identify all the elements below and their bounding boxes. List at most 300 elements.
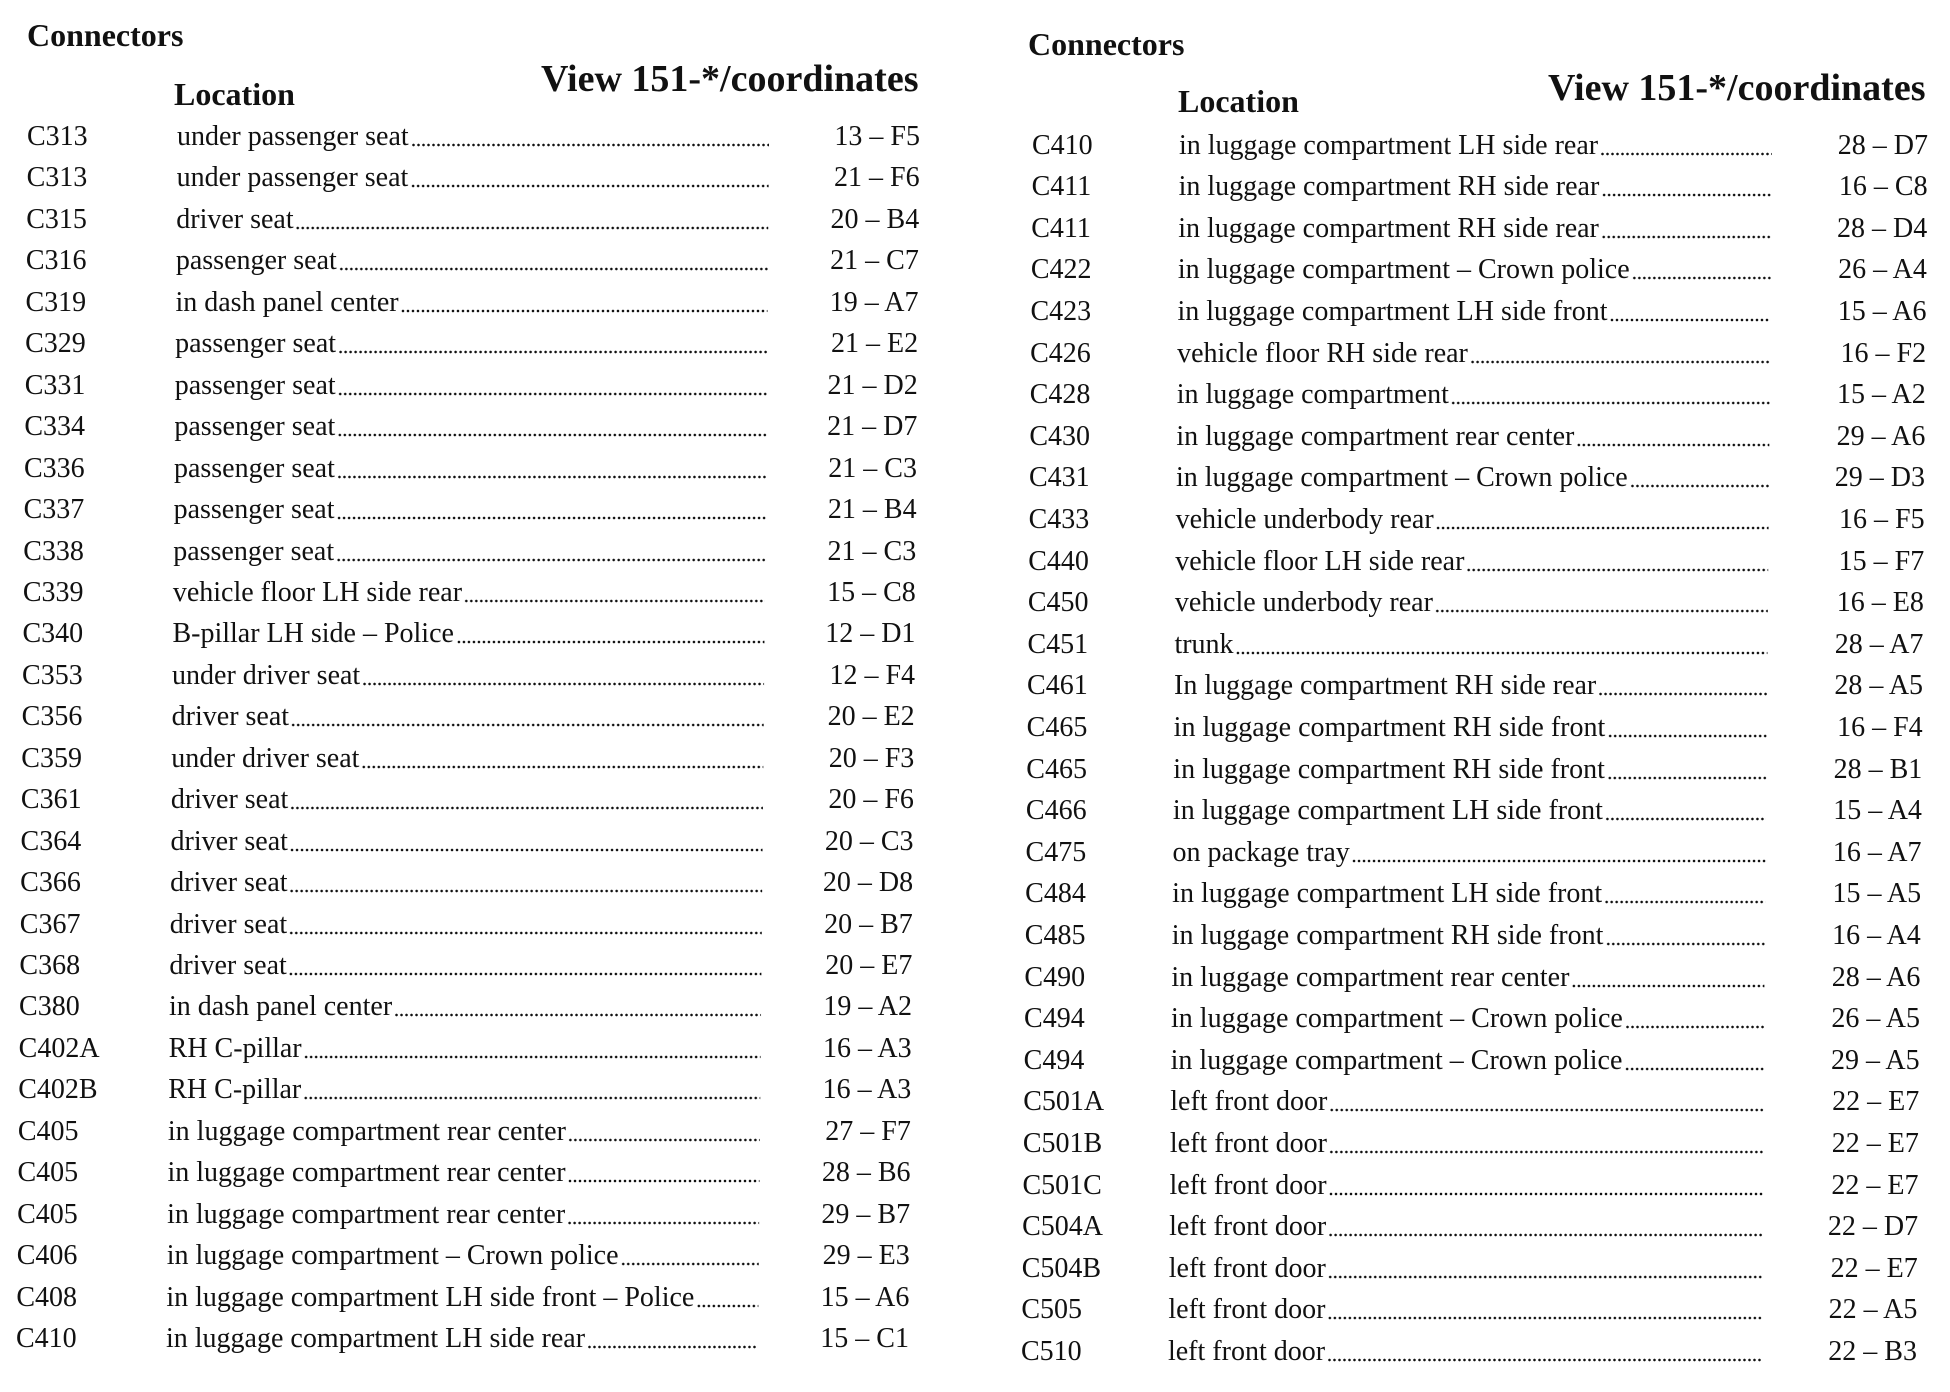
connector-row <box>967 998 1942 1040</box>
connector-location-cell <box>1173 749 1766 791</box>
connector-id: C465 <box>1026 711 1088 743</box>
connector-row <box>972 416 1947 458</box>
connector-location-cell <box>168 1069 760 1111</box>
connector-location-cell <box>1174 707 1767 749</box>
connector-location-cell <box>1172 873 1765 915</box>
view-coordinates: 20 – B7 <box>824 908 913 940</box>
connector-id: C366 <box>20 867 81 899</box>
connector-row <box>0 489 972 531</box>
connector-location-cell <box>1172 915 1765 957</box>
connector-id: C340 <box>22 618 84 650</box>
connector-location-cell <box>167 1194 759 1236</box>
connector-row <box>974 208 1949 250</box>
connector-row <box>968 873 1943 915</box>
view-coordinates: 15 – A6 <box>1837 295 1927 327</box>
connector-id: C428 <box>1029 379 1091 411</box>
dot-leader <box>1601 208 1771 250</box>
connector-id: C364 <box>20 825 82 857</box>
dot-leader <box>362 655 764 697</box>
connector-location: B-pillar LH side – Police <box>172 618 454 650</box>
connector-id: C368 <box>19 950 81 981</box>
connector-location-cell <box>166 1318 758 1360</box>
view-coordinates: 15 – C8 <box>827 576 916 608</box>
view-coordinates: 22 – E7 <box>1832 1086 1920 1118</box>
connector-id: C361 <box>20 784 82 816</box>
view-coordinates: 12 – F4 <box>829 659 916 691</box>
connector-row <box>974 249 1949 291</box>
connector-location-cell <box>175 365 767 407</box>
connector-location: passenger seat <box>173 452 335 484</box>
connector-id: C451 <box>1027 628 1089 660</box>
connector-row <box>964 1289 1939 1331</box>
view-coordinates: 20 – E2 <box>827 701 915 733</box>
connector-row <box>972 499 1947 541</box>
view-coordinates: 16 – A7 <box>1832 836 1922 868</box>
dot-leader <box>1327 1331 1761 1373</box>
connector-row <box>965 1206 1940 1248</box>
connector-location: in luggage compartment – Crown police <box>166 1240 619 1272</box>
connector-id: C504A <box>1022 1211 1104 1243</box>
dot-leader <box>568 1111 760 1153</box>
connector-location-cell <box>174 448 766 490</box>
connector-location: vehicle floor LH side rear <box>172 576 463 608</box>
connector-id: C431 <box>1028 462 1090 494</box>
view-coordinates: 29 – A5 <box>1830 1044 1920 1076</box>
connector-row <box>0 655 970 697</box>
dot-leader <box>1630 457 1769 499</box>
connector-id: C430 <box>1029 420 1091 452</box>
connector-location-cell <box>175 282 767 324</box>
view-coordinates: 16 – A3 <box>822 1074 912 1106</box>
dot-leader <box>1600 125 1772 167</box>
view-coordinates: 21 – E2 <box>830 328 919 360</box>
connector-location-cell <box>1169 1206 1762 1248</box>
connector-location-cell <box>171 779 763 821</box>
view-coordinates: 21 – D2 <box>827 369 918 401</box>
connector-location-cell <box>171 821 763 863</box>
connector-id: C313 <box>26 162 88 194</box>
connector-location: in luggage compartment LH side front <box>1172 878 1603 910</box>
connector-id: C505 <box>1021 1294 1083 1326</box>
connector-row <box>0 1277 964 1319</box>
connector-location-cell <box>1176 499 1769 541</box>
connector-id: C336 <box>23 452 85 484</box>
view-coordinates: 28 – B6 <box>821 1157 911 1189</box>
dot-leader <box>401 282 768 324</box>
view-coordinates: 21 – D7 <box>827 411 918 443</box>
connector-row <box>0 1069 966 1111</box>
connector-location: RH C-pillar <box>168 1074 302 1106</box>
connector-location: in luggage compartment RH side rear <box>1178 212 1599 244</box>
dot-leader <box>1605 790 1766 832</box>
dot-leader <box>587 1318 758 1360</box>
dot-leader <box>410 157 768 199</box>
connector-location-cell <box>175 323 767 365</box>
connector-row <box>0 157 975 199</box>
dot-leader <box>1236 624 1768 666</box>
connector-location-cell <box>169 1028 761 1070</box>
dot-leader <box>1632 249 1771 291</box>
view-coordinates: 16 – F5 <box>1839 503 1925 535</box>
connector-row <box>966 1081 1941 1123</box>
view-coordinates: 26 – A5 <box>1831 1003 1921 1035</box>
connector-location: in luggage compartment LH side rear <box>165 1323 586 1355</box>
dot-leader <box>1607 707 1766 749</box>
connector-location: on package tray <box>1172 836 1350 868</box>
connector-location: passenger seat <box>175 328 337 360</box>
connector-location: under passenger seat <box>176 162 409 194</box>
connector-location: in luggage compartment rear center <box>1176 420 1575 452</box>
dot-leader <box>1329 1123 1763 1165</box>
connector-row <box>0 240 974 282</box>
connector-row <box>967 1040 1942 1082</box>
connector-location-cell <box>1179 125 1772 167</box>
connector-location-cell <box>176 199 768 241</box>
connector-location-cell <box>166 1277 758 1319</box>
connector-location: in luggage compartment – Crown police <box>1175 462 1628 494</box>
connector-row <box>0 945 967 987</box>
connector-location: left front door <box>1169 1127 1327 1159</box>
connector-location-cell <box>1177 374 1770 416</box>
connector-location: in luggage compartment <box>1176 379 1449 411</box>
connector-location: in luggage compartment RH side front <box>1173 753 1605 785</box>
connector-id: C339 <box>22 576 84 608</box>
connector-id: C356 <box>21 701 83 733</box>
location-column-header: Location <box>1178 83 1299 119</box>
connector-id: C367 <box>19 908 81 940</box>
connector-location-cell <box>173 531 765 573</box>
connector-row <box>970 624 1945 666</box>
connector-id: C501A <box>1023 1086 1105 1118</box>
dot-leader <box>696 1277 758 1319</box>
connector-row <box>0 406 972 448</box>
connector-id: C313 <box>27 121 88 152</box>
connector-location-cell <box>1174 624 1767 666</box>
connector-id: C426 <box>1030 337 1091 369</box>
connector-id: C334 <box>24 411 86 443</box>
connector-table-right <box>975 0 1950 1392</box>
dot-leader <box>464 572 765 614</box>
connector-location-cell <box>172 696 764 738</box>
connector-row <box>0 613 970 655</box>
connector-location-cell <box>1178 208 1771 250</box>
view-coordinates: 15 – F7 <box>1838 545 1925 577</box>
dot-leader <box>1329 1081 1763 1123</box>
connector-row <box>0 696 970 738</box>
connector-location: vehicle underbody rear <box>1174 587 1433 619</box>
connector-location-cell <box>1176 416 1769 458</box>
connector-location-cell <box>1173 832 1766 874</box>
connector-id: C353 <box>22 659 83 691</box>
view-coordinates: 22 – E7 <box>1831 1127 1919 1159</box>
connector-id: C465 <box>1026 753 1087 785</box>
connector-id: C510 <box>1020 1335 1082 1367</box>
connector-location-cell <box>1169 1248 1762 1290</box>
connector-row <box>0 779 969 821</box>
connector-id: C402A <box>18 1032 100 1064</box>
dot-leader <box>1571 957 1764 999</box>
connector-location: in luggage compartment LH side front <box>1177 295 1608 327</box>
connector-row <box>0 1235 965 1277</box>
connector-location: in luggage compartment RH side front <box>1173 711 1606 743</box>
connector-location-cell <box>1168 1289 1761 1331</box>
dot-leader <box>303 1069 760 1111</box>
connector-id: C405 <box>17 1198 78 1230</box>
connector-location-cell <box>1170 1081 1763 1123</box>
connector-location-cell <box>169 986 761 1028</box>
connector-row <box>967 957 1942 999</box>
dot-leader <box>1328 1248 1762 1290</box>
dot-leader <box>1625 998 1764 1040</box>
view-coordinates: 22 – D7 <box>1827 1211 1919 1243</box>
dot-leader <box>1605 915 1764 957</box>
connector-location-cell <box>172 613 764 655</box>
dot-leader <box>1576 416 1769 458</box>
dot-leader <box>621 1235 759 1277</box>
connector-row <box>0 365 973 407</box>
dot-leader <box>337 406 766 448</box>
view-coordinates: 22 – B3 <box>1828 1335 1917 1367</box>
connector-id: C410 <box>1032 129 1093 161</box>
connector-location-cell <box>173 572 765 614</box>
view-coordinates: 21 – C3 <box>828 452 917 484</box>
connector-row <box>975 166 1950 208</box>
connector-location: vehicle underbody rear <box>1175 503 1434 535</box>
connector-id: C440 <box>1028 545 1089 577</box>
connector-row <box>968 915 1943 957</box>
connector-row <box>0 531 971 573</box>
connector-row <box>973 374 1948 416</box>
connector-id: C461 <box>1027 670 1088 702</box>
connector-location-cell <box>176 240 768 282</box>
connector-location: vehicle floor RH side rear <box>1177 337 1468 369</box>
connector-location-cell <box>1168 1331 1761 1373</box>
connector-location: left front door <box>1169 1169 1327 1201</box>
view-coordinates: 20 – D8 <box>822 867 914 899</box>
connector-location: left front door <box>1168 1294 1326 1326</box>
connector-id: C494 <box>1024 1003 1085 1035</box>
connector-row <box>971 541 1946 583</box>
connector-location: In luggage compartment RH side rear <box>1174 670 1597 702</box>
connector-id: C504B <box>1021 1252 1102 1284</box>
connector-id: C422 <box>1030 254 1092 286</box>
connector-id: C405 <box>17 1157 79 1189</box>
connector-location-cell <box>174 406 766 448</box>
view-coordinates: 29 – D3 <box>1834 462 1925 494</box>
connector-row <box>973 333 1948 375</box>
view-coordinates: 21 – F6 <box>834 162 920 194</box>
connector-id: C329 <box>25 328 86 360</box>
view-coordinates: 28 – D7 <box>1837 129 1928 161</box>
dot-leader <box>1451 374 1770 416</box>
dot-leader <box>337 489 766 531</box>
view-coordinates: 16 – E8 <box>1836 587 1924 619</box>
view-coordinates-column-header: View 151-*/coordinates <box>1548 67 1926 109</box>
connector-id: C316 <box>25 245 87 277</box>
connector-location: driver seat <box>176 203 294 235</box>
connector-location-cell <box>177 116 769 158</box>
dot-leader <box>1328 1206 1762 1248</box>
dot-leader <box>1352 832 1766 874</box>
view-coordinates: 20 – E7 <box>825 950 913 981</box>
connector-location-cell <box>1173 790 1766 832</box>
connector-row <box>0 1028 967 1070</box>
view-coordinates: 29 – E3 <box>822 1240 910 1272</box>
connector-location: in luggage compartment rear center <box>167 1198 566 1230</box>
connector-location: in luggage compartment rear center <box>167 1157 566 1189</box>
connector-location: in luggage compartment LH side front <box>1172 795 1603 827</box>
connector-location: passenger seat <box>174 411 336 443</box>
connector-row <box>971 582 1946 624</box>
connector-location: passenger seat <box>175 245 337 277</box>
view-coordinates: 28 – A5 <box>1834 670 1924 702</box>
connector-location-cell <box>1177 333 1770 375</box>
connector-row <box>975 125 1950 167</box>
dot-leader <box>1466 541 1768 583</box>
view-coordinates: 16 – A3 <box>822 1032 912 1064</box>
dot-leader <box>1604 873 1765 915</box>
view-coordinates: 19 – A2 <box>823 991 913 1023</box>
connector-location: in luggage compartment – Crown police <box>1177 254 1630 286</box>
view-coordinates: 15 – A4 <box>1833 795 1922 827</box>
connector-location-cell <box>1175 541 1768 583</box>
connector-row <box>965 1248 1940 1290</box>
connector-location: driver seat <box>169 908 288 940</box>
connector-location: in luggage compartment – Crown police <box>1170 1044 1623 1076</box>
connector-id: C331 <box>24 369 86 401</box>
connector-row <box>0 862 968 904</box>
connector-location: driver seat <box>169 950 287 981</box>
connector-id: C494 <box>1023 1044 1085 1076</box>
connector-row <box>969 790 1944 832</box>
view-coordinates: 28 – A6 <box>1831 961 1921 993</box>
connector-id: C408 <box>16 1281 78 1313</box>
view-coordinates-column-header: View 151-*/coordinates <box>541 58 919 100</box>
view-coordinates: 20 – B4 <box>830 203 920 235</box>
connector-row <box>969 749 1944 791</box>
section-title: Connectors <box>1028 26 1185 62</box>
view-coordinates: 15 – A6 <box>820 1281 910 1313</box>
connector-location: under passenger seat <box>177 121 409 152</box>
view-coordinates: 12 – D1 <box>825 618 916 650</box>
view-coordinates: 29 – B7 <box>821 1198 911 1230</box>
dot-leader <box>1435 582 1768 624</box>
connector-location: vehicle floor LH side rear <box>1175 545 1465 577</box>
connector-row <box>0 1111 966 1153</box>
connector-id: C423 <box>1030 295 1092 327</box>
connector-location: in luggage compartment RH side front <box>1171 919 1604 951</box>
connector-id: C402B <box>18 1074 98 1106</box>
dot-leader <box>1470 333 1770 375</box>
connector-row <box>972 457 1947 499</box>
connector-location: passenger seat <box>174 369 336 401</box>
connector-location-cell <box>1176 457 1769 499</box>
connector-id: C319 <box>25 286 87 318</box>
connector-row <box>0 1318 964 1360</box>
dot-leader <box>568 1152 760 1194</box>
connector-location-cell <box>1171 1040 1764 1082</box>
connector-location: driver seat <box>170 867 288 899</box>
view-coordinates: 19 – A7 <box>829 286 919 318</box>
connector-location-cell <box>169 945 761 987</box>
connector-location: passenger seat <box>173 494 335 526</box>
view-coordinates: 20 – F6 <box>828 784 914 816</box>
connector-row <box>0 282 973 324</box>
connector-id: C411 <box>1031 171 1092 203</box>
dot-leader <box>289 904 762 946</box>
connector-row <box>0 572 971 614</box>
dot-leader <box>1601 166 1771 208</box>
connector-row <box>0 738 969 780</box>
connector-id: C485 <box>1024 919 1086 951</box>
connector-location-cell <box>170 904 762 946</box>
dot-leader <box>296 199 769 241</box>
connector-location-cell <box>171 738 763 780</box>
connector-id: C359 <box>21 742 82 774</box>
connector-location: driver seat <box>171 701 290 733</box>
connector-location-cell <box>168 1111 760 1153</box>
connector-id: C411 <box>1031 212 1091 244</box>
connector-id: C475 <box>1025 836 1087 868</box>
view-coordinates: 27 – F7 <box>825 1115 911 1147</box>
connector-location-cell <box>170 862 762 904</box>
dot-leader <box>567 1194 759 1236</box>
view-coordinates: 22 – A5 <box>1828 1294 1918 1326</box>
connector-location: under driver seat <box>171 742 360 774</box>
connector-row <box>0 986 967 1028</box>
view-coordinates: 16 – F4 <box>1837 711 1923 743</box>
connector-location: left front door <box>1168 1252 1326 1284</box>
dot-leader <box>338 365 767 407</box>
connector-location-cell <box>1178 249 1771 291</box>
view-coordinates: 20 – C3 <box>824 825 914 857</box>
view-coordinates: 15 – A2 <box>1837 379 1926 411</box>
connector-location: in luggage compartment LH side rear <box>1179 129 1599 161</box>
connector-location-cell <box>177 157 769 199</box>
connector-id: C466 <box>1025 795 1087 827</box>
view-coordinates: 21 – C7 <box>830 245 919 277</box>
connector-row <box>973 291 1948 333</box>
connector-location: in luggage compartment – Crown police <box>1171 1003 1623 1035</box>
dot-leader <box>1327 1289 1761 1331</box>
dot-leader <box>411 116 769 158</box>
connector-location-cell <box>168 1152 760 1194</box>
connector-location: RH C-pillar <box>168 1032 302 1064</box>
connector-location: in luggage compartment RH side rear <box>1178 171 1600 203</box>
connector-row <box>0 821 969 863</box>
connector-location: passenger seat <box>173 535 335 567</box>
dot-leader <box>1598 665 1767 707</box>
connector-id: C406 <box>16 1240 78 1272</box>
connector-row <box>0 904 968 946</box>
connector-row <box>966 1165 1941 1207</box>
connector-location-cell <box>1175 582 1768 624</box>
connector-id: C338 <box>23 535 84 567</box>
connector-location-cell <box>172 655 764 697</box>
connector-id: C433 <box>1028 503 1090 535</box>
connector-id: C490 <box>1024 961 1086 993</box>
connector-id: C405 <box>17 1115 79 1147</box>
section-title: Connectors <box>27 17 184 53</box>
connector-id: C337 <box>23 494 85 526</box>
connector-location-cell <box>167 1235 759 1277</box>
connector-location: under driver seat <box>172 659 361 691</box>
view-coordinates: 22 – E7 <box>1830 1252 1918 1284</box>
connector-row <box>0 448 972 490</box>
connector-id: C315 <box>26 203 87 235</box>
view-coordinates: 28 – B1 <box>1833 753 1923 785</box>
connector-row <box>0 323 973 365</box>
